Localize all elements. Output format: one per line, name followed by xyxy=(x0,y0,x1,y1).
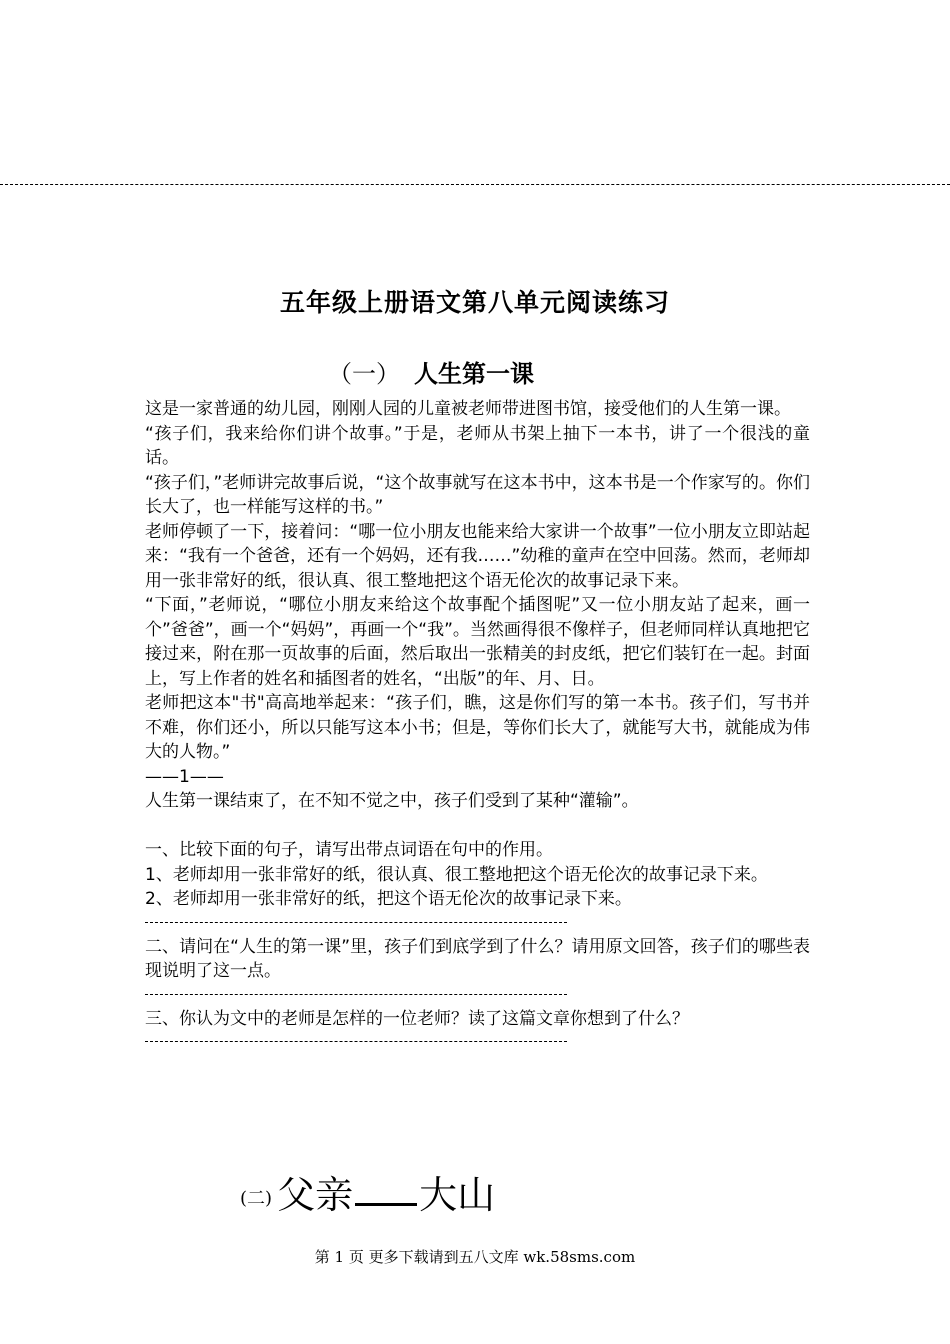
blank-line xyxy=(145,814,810,839)
question-3-prompt: 三、你认为文中的老师是怎样的一位老师？读了这篇文章你想到了什么？ xyxy=(145,1008,689,1029)
section-2-number: (二) xyxy=(240,1188,273,1209)
page-footer: 第 1 页 更多下载请到五八文库 wk.58sms.com xyxy=(314,1248,636,1266)
section-2-heading xyxy=(240,1164,495,1219)
question-1-sentence-1: 1、老师却用一张非常好的纸，很认真、很工整地把这个语无伦次的故事记录下来。 xyxy=(145,864,768,885)
document-title: 五年级上册语文第八单元阅读练习 xyxy=(279,288,670,317)
paragraph: 老师停顿了一下，接着问：“哪一位小朋友也能来给大家讲一个故事”一位小朋友立即站起来：“我有一个爸爸，还有一个妈妈，还有我……”幼稚的童声在空中回荡。然而，老师却用一张非常好的纸，很认真、很工整地把这个语无伦次的故事记录下来。 xyxy=(145,521,810,591)
title-blank-underline xyxy=(355,1203,417,1206)
section-1-heading xyxy=(328,354,534,389)
paragraph: “孩子们，”老师讲完故事后说，“这个故事就写在这本书中，这本书是一个作家写的。你们长大了，也一样能写这样的书。” xyxy=(145,472,810,517)
paragraph: “孩子们，我来给你们讲个故事。”于是，老师从书架上抽下一本书，讲了一个很浅的童话。 xyxy=(145,423,810,468)
section-1-name: 人生第一课 xyxy=(414,360,534,388)
paragraph: 这是一家普通的幼儿园，刚刚人园的儿童被老师带进图书馆，接受他们的人生第一课。 xyxy=(145,399,791,419)
answer-line-3[interactable] xyxy=(145,1041,567,1042)
section-1-number: （一） xyxy=(328,360,400,388)
question-1-prompt: 一、比较下面的句子，请写出带点词语在句中的作用。 xyxy=(145,840,553,860)
paragraph: 老师把这本"书"高高地举起来：“孩子们，瞧，这是你们写的第一本书。孩子们，写书并不难，你们还小，所以只能写这本小书；但是，等你们长大了，就能写大书，就能成为伟大的人物。” xyxy=(145,693,810,762)
answer-line-1[interactable] xyxy=(145,922,567,923)
answer-line-2[interactable] xyxy=(145,994,567,995)
question-2-prompt: 二、请问在“人生的第一课”里，孩子们到底学到了什么？请用原文回答，孩子们的哪些表现说明了这一点。 xyxy=(145,936,810,981)
page-marker: ——1—— xyxy=(145,766,224,787)
paragraph: 人生第一课结束了，在不知不觉之中，孩子们受到了某种“灌输”。 xyxy=(145,791,639,811)
question-1-sentence-2: 2、老师却用一张非常好的纸，把这个语无伦次的故事记录下来。 xyxy=(145,889,632,909)
section-2-title-part-2: 大山 xyxy=(419,1173,496,1217)
paragraph: “下面，”老师说，“哪位小朋友来给这个故事配个插图呢”又一位小朋友站了起来，画一个”爸爸”，画一个“妈妈”，再画一个“我”。当然画得很不像样子，但老师同样认真地把它接过来，附在那一页故事的后面，然后取出一张精美的封皮纸，把它们装钉在一起。封面上，写上作者的姓名和插图者的姓名，“出版”的年、月、日。 xyxy=(145,595,810,689)
header-dashed-rule xyxy=(0,184,950,185)
section-2-title-part-1: 父亲 xyxy=(277,1173,354,1217)
reading-passage xyxy=(145,397,810,1054)
